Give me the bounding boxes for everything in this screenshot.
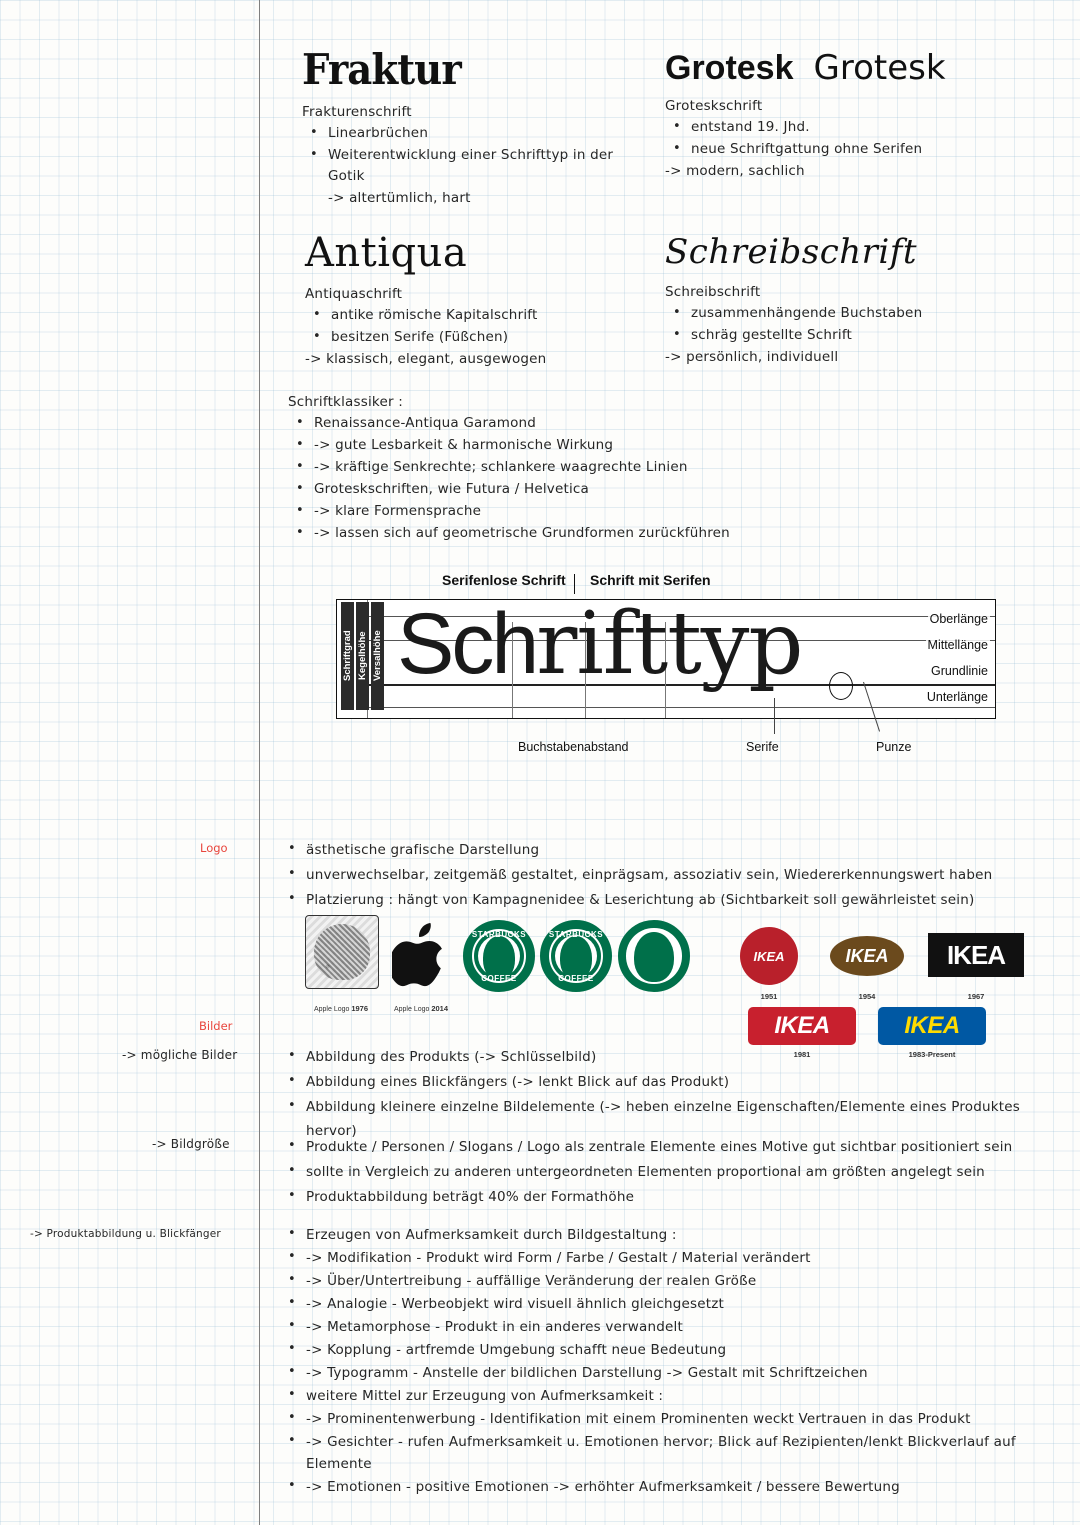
logo-starbucks-2 bbox=[540, 920, 612, 992]
starbucks-wordmark-bottom: COFFEE bbox=[481, 974, 517, 983]
note-line: • -> gute Lesbarkeit & harmonische Wirkung bbox=[288, 435, 888, 456]
grotesk-specimen-row bbox=[665, 48, 1025, 88]
logo-caption-year: 1951 bbox=[760, 992, 778, 1001]
list-item: • Groteskschriften, wie Futura / Helvetica bbox=[288, 479, 888, 500]
starbucks-wordmark-top: STARBUCKS bbox=[548, 930, 604, 939]
vertical-measure-labels bbox=[341, 602, 386, 716]
margin-label-logo: Logo bbox=[200, 841, 228, 855]
siren-icon bbox=[634, 932, 674, 982]
list-item: • unverwechselbar, zeitgemäß gestaltet, einprägsam, assoziativ sein, Wiedererkennungswert haben bbox=[280, 863, 1000, 887]
figure-word-sans: Sch bbox=[397, 599, 537, 692]
typeface-panel-grotesk bbox=[665, 48, 1025, 182]
aufmerksamkeit-list bbox=[280, 1224, 1070, 1498]
list-item: • Renaissance-Antiqua Garamond bbox=[288, 413, 888, 434]
typeface-panel-antiqua bbox=[305, 230, 645, 370]
figure-heading-left: Serifenlose Schrift bbox=[442, 572, 566, 588]
margin-label-bilder: Bilder bbox=[199, 1019, 233, 1033]
right-label-unterlaenge: Unterlänge bbox=[926, 690, 988, 704]
schreibschrift-heading: Schreibschrift bbox=[665, 284, 761, 300]
margin-note-moegliche-bilder: -> mögliche Bilder bbox=[122, 1048, 238, 1062]
schriftklassiker-list bbox=[288, 413, 888, 544]
specimen-grotesk-regular: Grotesk bbox=[813, 48, 946, 88]
logo-caption-year: 1954 bbox=[858, 992, 876, 1001]
figure-word-serif: rifttyp bbox=[536, 599, 803, 694]
list-item: • antike römische Kapitalschrift bbox=[305, 305, 645, 326]
specimen-schreibschrift: Schreibschrift bbox=[665, 232, 918, 272]
fraktur-heading: Frakturenschrift bbox=[302, 104, 412, 120]
note-line: • -> Modifikation - Produkt wird Form / Farbe / Gestalt / Material verändert bbox=[280, 1247, 1070, 1269]
schriftklassiker-title: Schriftklassiker : bbox=[288, 394, 403, 410]
schriftklassiker-block bbox=[288, 392, 888, 545]
typeface-panel-fraktur bbox=[302, 45, 642, 209]
right-label-mittellaenge: Mittellänge bbox=[927, 638, 988, 652]
schrifttyp-diagram bbox=[336, 572, 996, 767]
label-kegelhoehe: Kegelhöhe bbox=[356, 602, 369, 710]
logo-caption bbox=[376, 1004, 466, 1013]
note-line: • -> lassen sich auf geometrische Grundformen zurückführen bbox=[288, 523, 888, 544]
logo-apple-2014 bbox=[392, 923, 450, 989]
list-item: • ästhetische grafische Darstellung bbox=[280, 838, 1000, 862]
below-label-punze: Punze bbox=[876, 740, 912, 754]
below-label-serife: Serife bbox=[746, 740, 779, 754]
schreibschrift-bullets bbox=[665, 303, 1035, 346]
logo-caption-name: Apple Logo bbox=[393, 1006, 430, 1013]
apple-icon bbox=[392, 923, 450, 989]
bilder-group-2 bbox=[280, 1135, 1040, 1210]
schreibschrift-conclusion: -> persönlich, individuell bbox=[665, 349, 839, 365]
specimen-grotesk-bold: Grotesk bbox=[665, 49, 794, 87]
grotesk-heading: Groteskschrift bbox=[665, 98, 763, 114]
punze-highlight bbox=[829, 672, 853, 700]
antiqua-conclusion: -> klassisch, elegant, ausgewogen bbox=[305, 351, 547, 367]
logo-ikea-present bbox=[878, 1007, 986, 1045]
fraktur-conclusion: -> altertümlich, hart bbox=[328, 190, 471, 206]
note-line: • -> Metamorphose - Produkt in ein anderes verwandelt bbox=[280, 1316, 1070, 1338]
note-line: • -> Analogie - Werbeobjekt wird visuell ähnlich gleichgesetzt bbox=[280, 1293, 1070, 1315]
ikea-wordmark: IKEA bbox=[774, 1012, 830, 1039]
list-item: • sollte in Vergleich zu anderen untergeordneten Elementen proportional am größten angelegt sein bbox=[280, 1160, 1040, 1184]
logo-caption-year: 1981 bbox=[793, 1050, 811, 1059]
specimen-fraktur: Fraktur bbox=[302, 45, 461, 94]
below-label-buchstabenabstand: Buchstabenabstand bbox=[518, 740, 629, 754]
figure-box bbox=[336, 599, 996, 719]
list-item: • Linearbrüchen bbox=[302, 123, 642, 144]
starbucks-wordmark-top: STARBUCKS bbox=[471, 930, 527, 939]
note-line: • -> Kopplung - artfremde Umgebung schafft neue Bedeutung bbox=[280, 1339, 1070, 1361]
grotesk-bullets bbox=[665, 117, 1025, 160]
logo-caption bbox=[724, 992, 814, 1001]
figure-word bbox=[397, 599, 802, 694]
list-item: • Erzeugen von Aufmerksamkeit durch Bildgestaltung : bbox=[280, 1224, 1070, 1246]
bilder-bullets-1 bbox=[280, 1045, 1040, 1143]
figure-heading-divider bbox=[574, 574, 575, 594]
bilder-bullets-2 bbox=[280, 1135, 1040, 1209]
right-label-grundlinie: Grundlinie bbox=[931, 664, 988, 678]
list-item: • besitzen Serife (Füßchen) bbox=[305, 327, 645, 348]
margin-rule-line bbox=[259, 0, 260, 1525]
specimen-antiqua: Antiqua bbox=[305, 230, 468, 276]
logo-ikea-1954 bbox=[830, 936, 904, 976]
logo-caption bbox=[296, 1004, 386, 1013]
aufmerksamkeit-block bbox=[280, 1224, 1070, 1499]
logo-caption bbox=[931, 992, 1021, 1001]
logo-caption-year: 2014 bbox=[431, 1004, 449, 1013]
logo-starbucks-1 bbox=[463, 920, 535, 992]
note-line: • -> Typogramm - Anstelle der bildlichen Darstellung -> Gestalt mit Schriftzeichen bbox=[280, 1362, 1070, 1384]
list-item: • Produktabbildung beträgt 40% der Formathöhe bbox=[280, 1185, 1040, 1209]
antiqua-heading: Antiquaschrift bbox=[305, 286, 403, 302]
label-schriftgrad: Schriftgrad bbox=[341, 602, 354, 710]
note-line: • -> Gesichter - rufen Aufmerksamkeit u. Emotionen hervor; Blick auf Rezipienten/lenkt Blickverlauf auf Elemente bbox=[280, 1431, 1070, 1475]
fraktur-bullets bbox=[302, 123, 642, 187]
right-label-oberlaenge: Oberlänge bbox=[929, 612, 988, 626]
margin-note-bildgroesse: -> Bildgröße bbox=[152, 1137, 230, 1151]
logo-caption-year: 1976 bbox=[351, 1004, 369, 1013]
logo-ikea-1951 bbox=[740, 927, 798, 985]
list-item: • Abbildung eines Blickfängers (-> lenkt Blick auf das Produkt) bbox=[280, 1070, 1040, 1094]
note-line: • -> Über/Untertreibung - auffällige Veränderung der realen Größe bbox=[280, 1270, 1070, 1292]
logo-caption-year: 1967 bbox=[967, 992, 985, 1001]
starbucks-wordmark-bottom: COFFEE bbox=[558, 974, 594, 983]
list-item: • zusammenhängende Buchstaben bbox=[665, 303, 1035, 324]
antiqua-bullets bbox=[305, 305, 645, 348]
ikea-wordmark: IKEA bbox=[753, 948, 785, 964]
logo-text-block bbox=[280, 838, 1000, 913]
logo-caption bbox=[822, 992, 912, 1001]
list-item: • weitere Mittel zur Erzeugung von Aufmerksamkeit : bbox=[280, 1385, 1070, 1407]
note-line: • -> Emotionen - positive Emotionen -> erhöhter Aufmerksamkeit / bessere Bewertung bbox=[280, 1476, 1070, 1498]
logo-caption-year: 1983-Present bbox=[908, 1050, 956, 1059]
list-item: • Weiterentwicklung einer Schrifttyp in der Gotik bbox=[302, 145, 642, 187]
note-line: • -> klare Formensprache bbox=[288, 501, 888, 522]
ikea-wordmark: IKEA bbox=[946, 939, 1006, 970]
list-item: • Produkte / Personen / Slogans / Logo als zentrale Elemente eines Motive gut sichtbar positioniert sein bbox=[280, 1135, 1040, 1159]
serife-leader-line bbox=[774, 698, 775, 734]
figure-heading-right: Schrift mit Serifen bbox=[590, 572, 711, 588]
list-item: • Abbildung des Produkts (-> Schlüsselbild) bbox=[280, 1045, 1040, 1069]
note-line: • -> Prominentenwerbung - Identifikation mit einem Prominenten weckt Vertrauen in das Produkt bbox=[280, 1408, 1070, 1430]
note-line: • -> kräftige Senkrechte; schlankere waagrechte Linien bbox=[288, 457, 888, 478]
typeface-panel-schreibschrift bbox=[665, 232, 1035, 368]
logo-apple-1976 bbox=[305, 915, 379, 989]
list-item: • neue Schriftgattung ohne Serifen bbox=[665, 139, 1025, 160]
unterlaenge-line bbox=[367, 707, 995, 708]
logo-ikea-1967 bbox=[928, 933, 1024, 977]
list-item: • Abbildung kleinere einzelne Bildelemente (-> heben einzelne Eigenschaften/Elemente eines Produktes hervor) bbox=[280, 1095, 1040, 1143]
bilder-group-1 bbox=[280, 1045, 1040, 1144]
list-item: • schräg gestellte Schrift bbox=[665, 325, 1035, 346]
list-item: • entstand 19. Jhd. bbox=[665, 117, 1025, 138]
logo-starbucks-3 bbox=[618, 920, 690, 992]
margin-note-produktabbildung: -> Produktabbildung u. Blickfänger bbox=[30, 1228, 221, 1240]
ikea-wordmark: IKEA bbox=[845, 945, 889, 966]
logo-caption-name: Apple Logo bbox=[313, 1006, 350, 1013]
list-item: • Platzierung : hängt von Kampagnenidee & Leserichtung ab (Sichtbarkeit soll gewährleistet sein) bbox=[280, 888, 1000, 912]
grotesk-conclusion: -> modern, sachlich bbox=[665, 163, 805, 179]
logo-bullets bbox=[280, 838, 1000, 912]
logo-ikea-1981 bbox=[748, 1007, 856, 1045]
ikea-wordmark: IKEA bbox=[904, 1012, 960, 1039]
label-versalhoehe: Versalhöhe bbox=[371, 602, 384, 710]
